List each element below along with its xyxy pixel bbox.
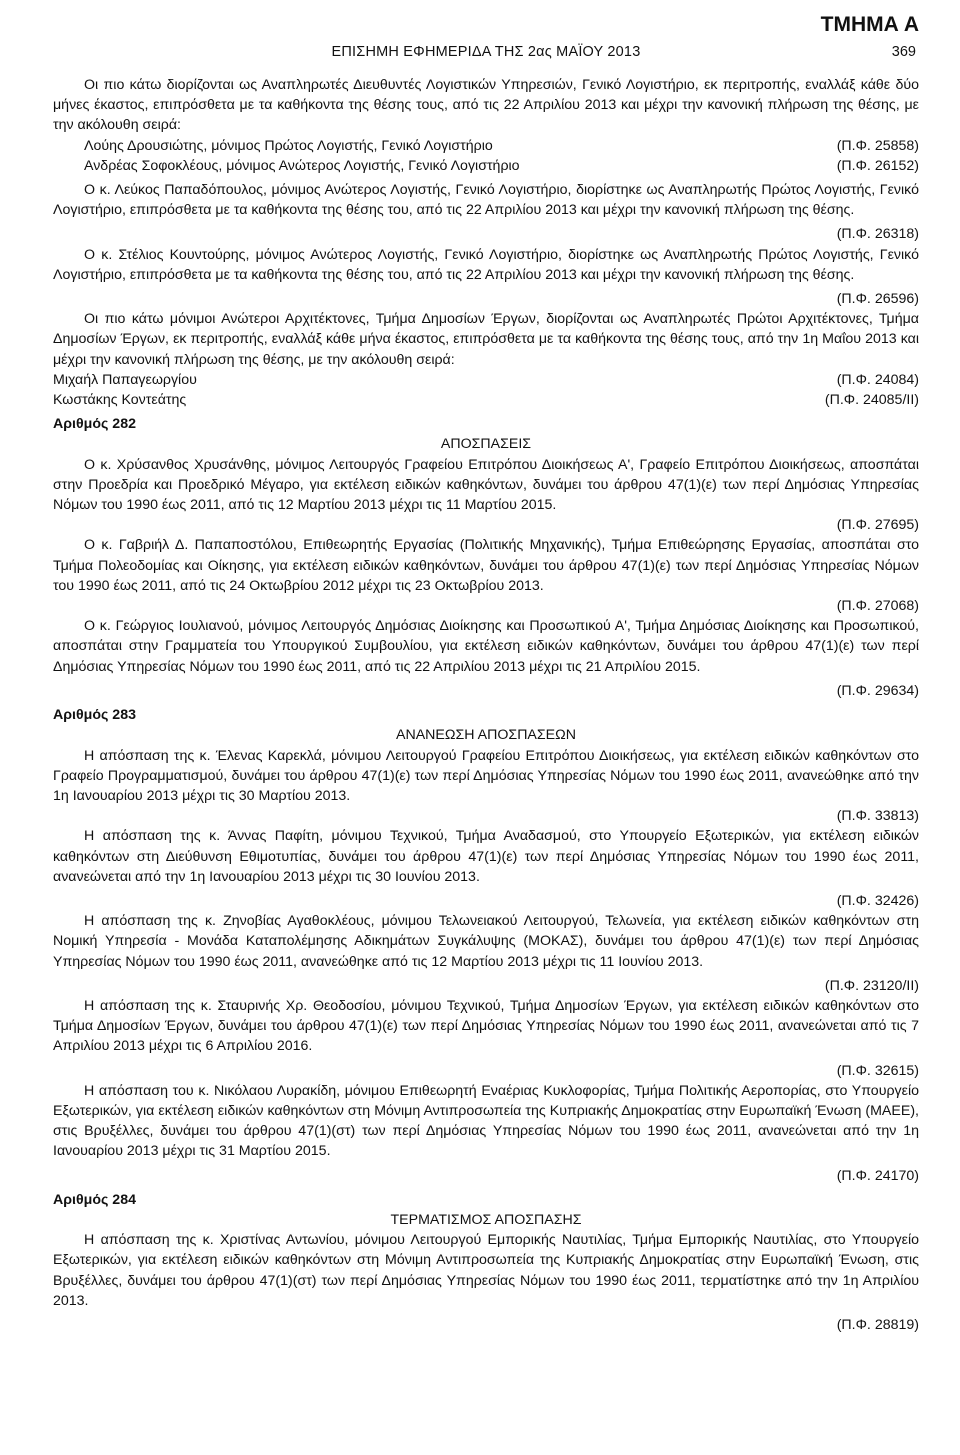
file-reference: (Π.Φ. 24084)	[836, 371, 919, 388]
appointment-paragraph: Οι πιο κάτω μόνιμοι Ανώτεροι Αρχιτέκτονες, Τμήμα Δημοσίων Έργων, διορίζονται ως Αναπληρωτές Πρώτοι Αρχιτέκτονες, Τμήμα Δημοσίων Έργων, εκ περιτροπής, εναλλάξ κάθε μήνα έκαστος, επιπρόσθετα με τα καθήκοντα της θέσης τους, από την 1η Μαΐου 2013 και μέχρι την κανονική πλήρωση της θέσης, με την ακόλουθη σειρά:	[53, 311, 919, 368]
file-reference: (Π.Φ. 24085/ΙΙ)	[824, 392, 919, 409]
page-number: 369	[891, 44, 916, 60]
appointee-name: Κωστάκης Κοντεάτης	[53, 392, 187, 409]
file-reference: (Π.Φ. 29634)	[836, 682, 919, 699]
page-header	[53, 42, 919, 64]
notice-paragraph: Η απόσπαση της κ. Άννας Παφίτη, μόνιμου Τεχνικού, Τμήμα Αναδασμού, στο Υπουργείο Εξωτερικών, για εκτέλεση ειδικών καθηκόντων στη Διεύθυνση Εθιμοτυπίας, δυνάμει του άρθρου 47(1)(ε) των περί Δημόσιας Υπηρεσίας Νόμων του 1990 έως 2011, ανανεώνεται από την 1η Ιανουαρίου 2013 μέχρι τις 30 Ιουνίου 2013.	[53, 828, 919, 885]
appointee-name: Μιχαήλ Παπαγεωργίου	[53, 371, 197, 388]
appointment-paragraph: Ο κ. Στέλιος Κουντούρης, μόνιμος Ανώτερος Λογιστής, Γενικό Λογιστήριο, διορίστηκε ως Αναπληρωτής Πρώτος Λογιστής, Γενικό Λογιστήριο, επιπρόσθετα με τα καθήκοντα της θέσης του, από τις 22 Απριλίου 2013 και μέχρι την κανονική πλήρωση της θέσης.	[53, 246, 919, 283]
file-reference: (Π.Φ. 32426)	[836, 892, 919, 909]
notice-number: Αριθμός 282	[53, 416, 136, 433]
notice-number: Αριθμός 283	[53, 707, 136, 724]
file-reference: (Π.Φ. 27695)	[836, 517, 919, 534]
notice-paragraph: Ο κ. Γαβριήλ Δ. Παπαποστόλου, Επιθεωρητής Εργασίας (Πολιτικής Μηχανικής), Τμήμα Επιθεώρησης Εργασίας, αποσπάται στο Τμήμα Πολεοδομίας και Οίκησης, για εκτέλεση ειδικών καθηκόντων, δυνάμει του άρθρου 47(1)(ε) των περί Δημόσιας Υπηρεσίας Νόμων του 1990 έως 2011, από τις 24 Οκτωβρίου 2012 μέχρι τις 23 Οκτωβρίου 2013.	[53, 537, 919, 594]
notice-paragraph: Η απόσπαση του κ. Νικόλαου Λυρακίδη, μόνιμου Επιθεωρητή Εναέριας Κυκλοφορίας, Τμήμα Πολιτικής Αεροπορίας, στο Υπουργείο Εξωτερικών, για εκτέλεση ειδικών καθηκόντων στη Μόνιμη Αντιπροσωπεία της Κυπριακής Δημοκρατίας στην Ευρωπαϊκή Ένωση (ΜΑΕΕ), στις Βρυξέλλες, δυνάμει του άρθρου 47(1)(στ) των περί Δημόσιας Υπηρεσίας Νόμων του 1990 έως 2011, ανανεώνεται από την 1η Ιανουαρίου 2013 μέχρι τις 31 Μαρτίου 2015.	[53, 1082, 919, 1160]
file-reference: (Π.Φ. 25858)	[836, 137, 919, 154]
section-heading: ΤΕΡΜΑΤΙΣΜΟΣ ΑΠΟΣΠΑΣΗΣ	[390, 1211, 582, 1228]
file-reference: (Π.Φ. 26318)	[836, 226, 919, 243]
section-heading: ΑΝΑΝΕΩΣΗ ΑΠΟΣΠΑΣΕΩΝ	[396, 727, 576, 744]
appointee-row	[53, 156, 919, 176]
file-reference: (Π.Φ. 27068)	[836, 598, 919, 615]
appointment-paragraph: Ο κ. Λεύκος Παπαδόπουλος, μόνιμος Ανώτερος Λογιστής, Γενικό Λογιστήριο, διορίστηκε ως Αναπληρωτής Πρώτος Λογιστής, Γενικό Λογιστήριο, επιπρόσθετα με τα καθήκοντα της θέσης του, από τις 22 Απριλίου 2013 και μέχρι την κανονική πλήρωση της θέσης.	[53, 182, 919, 219]
appointee-row	[53, 136, 919, 156]
notice-paragraph: Η απόσπαση της κ. Σταυρινής Χρ. Θεοδοσίου, μόνιμου Τεχνικού, Τμήμα Δημοσίων Έργων, για εκτέλεση ειδικών καθηκόντων στο Τμήμα Δημοσίων Έργων, δυνάμει του άρθρου 47(1)(ε) των περί Δημόσιας Υπηρεσίας Νόμων του 1990 έως 2011, ανανεώνεται από τις 7 Απριλίου 2013 μέχρι τις 6 Απριλίου 2016.	[53, 997, 919, 1055]
file-reference: (Π.Φ. 28819)	[836, 1316, 919, 1333]
appointee-row	[53, 390, 919, 410]
gazette-title: ΕΠΙΣΗΜΗ ΕΦΗΜΕΡΙΔΑ ΤΗΣ 2ας ΜΑΪΟΥ 2013	[331, 44, 641, 60]
file-reference: (Π.Φ. 23120/ΙΙ)	[824, 977, 919, 994]
notice-paragraph: Η απόσπαση της κ. Έλενας Καρεκλά, μόνιμου Λειτουργού Γραφείου Επιτρόπου Διοικήσεως, για εκτέλεση ειδικών καθηκόντων στο Γραφείο Προγραμματισμού, δυνάμει του άρθρου 47(1)(ε) των περί Δημόσιας Υπηρεσίας Νόμων του 1990 έως 2011, ανανεώθηκε από την 1η Ιανουαρίου 2013 μέχρι τις 30 Μαρτίου 2013.	[53, 747, 919, 804]
notice-paragraph: Η απόσπαση της κ. Ζηνοβίας Αγαθοκλέους, μόνιμου Τελωνειακού Λειτουργού, Τελωνεία, για εκτέλεση ειδικών καθηκόντων στη Νομική Υπηρεσία - Μονάδα Καταπολέμησης Αδικημάτων Συγκάλυψης (ΜΟΚΑΣ), δυνάμει του άρθρου 47(1)(ε) των περί Δημόσιας Υπηρεσίας Νόμων του 1990 έως 2011, ανανεώθηκε από τις 12 Μαρτίου 2013 μέχρι τις 11 Ιουνίου 2013.	[53, 913, 919, 970]
file-reference: (Π.Φ. 32615)	[836, 1062, 919, 1079]
appointee-name: Ανδρέας Σοφοκλέους, μόνιμος Ανώτερος Λογιστής, Γενικό Λογιστήριο	[84, 157, 520, 174]
appointment-intro: Οι πιο κάτω διορίζονται ως Αναπληρωτές Διευθυντές Λογιστικών Υπηρεσιών, Γενικό Λογιστήριο, εκ περιτροπής, εναλλάξ κάθε δύο μήνες έκαστος, επιπρόσθετα με τα καθήκοντα της θέσης τους, από τις 22 Απριλίου 2013 και μέχρι την κανονική πλήρωση της θέσης, με την ακόλουθη σειρά:	[53, 77, 919, 134]
notice-paragraph: Η απόσπαση της κ. Χριστίνας Αντωνίου, μόνιμου Λειτουργού Εμπορικής Ναυτιλίας, Τμήμα Εμπορικής Ναυτιλίας, στο Υπουργείο Εξωτερικών, για εκτέλεση ειδικών καθηκόντων στη Μόνιμη Αντιπροσωπεία της Κυπριακής Δημοκρατίας στην Ευρωπαϊκή Ένωση, στις Βρυξέλλες, δυνάμει του άρθρου 47(1)(στ) των περί Δημόσιας Υπηρεσίας Νόμων του 1990 έως 2011, τερματίστηκε από την 1η Απριλίου 2013.	[53, 1232, 919, 1309]
file-reference: (Π.Φ. 26596)	[836, 291, 919, 308]
notice-paragraph: Ο κ. Γεώργιος Ιουλιανού, μόνιμος Λειτουργός Δημόσιας Διοίκησης και Προσωπικού Α', Τμήμα Δημόσιας Διοίκησης και Προσωπικού, αποσπάται στην Γραμματεία του Υπουργικού Συμβουλίου, για εκτέλεση ειδικών καθηκόντων, δυνάμει του άρθρου 47(1)(ε) των περί Δημόσιας Υπηρεσίας Νόμων του 1990 έως 2011, από τις 22 Απριλίου 2013 μέχρι τις 21 Απριλίου 2015.	[53, 618, 919, 675]
file-reference: (Π.Φ. 24170)	[836, 1167, 919, 1184]
notice-paragraph: Ο κ. Χρύσανθος Χρυσάνθης, μόνιμος Λειτουργός Γραφείου Επιτρόπου Διοικήσεως Α', Γραφείο Επιτρόπου Διοικήσεως, αποσπάται στην Προεδρία και Προεδρικό Μέγαρο, για εκτέλεση ειδικών καθηκόντων, δυνάμει του άρθρου 47(1)(ε) των περί Δημόσιας Υπηρεσίας Νόμων του 1990 έως 2011, από τις 12 Μαρτίου 2013 μέχρι τις 11 Μαρτίου 2015.	[53, 456, 919, 514]
notice-number: Αριθμός 284	[53, 1191, 136, 1208]
section-heading: ΑΠΟΣΠΑΣΕΙΣ	[440, 436, 532, 453]
file-reference: (Π.Φ. 33813)	[836, 808, 919, 825]
file-reference: (Π.Φ. 26152)	[836, 157, 919, 174]
appointee-name: Λούης Δρουσιώτης, μόνιμος Πρώτος Λογιστής, Γενικό Λογιστήριο	[84, 137, 493, 154]
section-label: ΤΜΗΜΑ Α	[820, 13, 919, 36]
appointee-row	[53, 370, 919, 390]
gazette-page	[53, 12, 919, 1335]
